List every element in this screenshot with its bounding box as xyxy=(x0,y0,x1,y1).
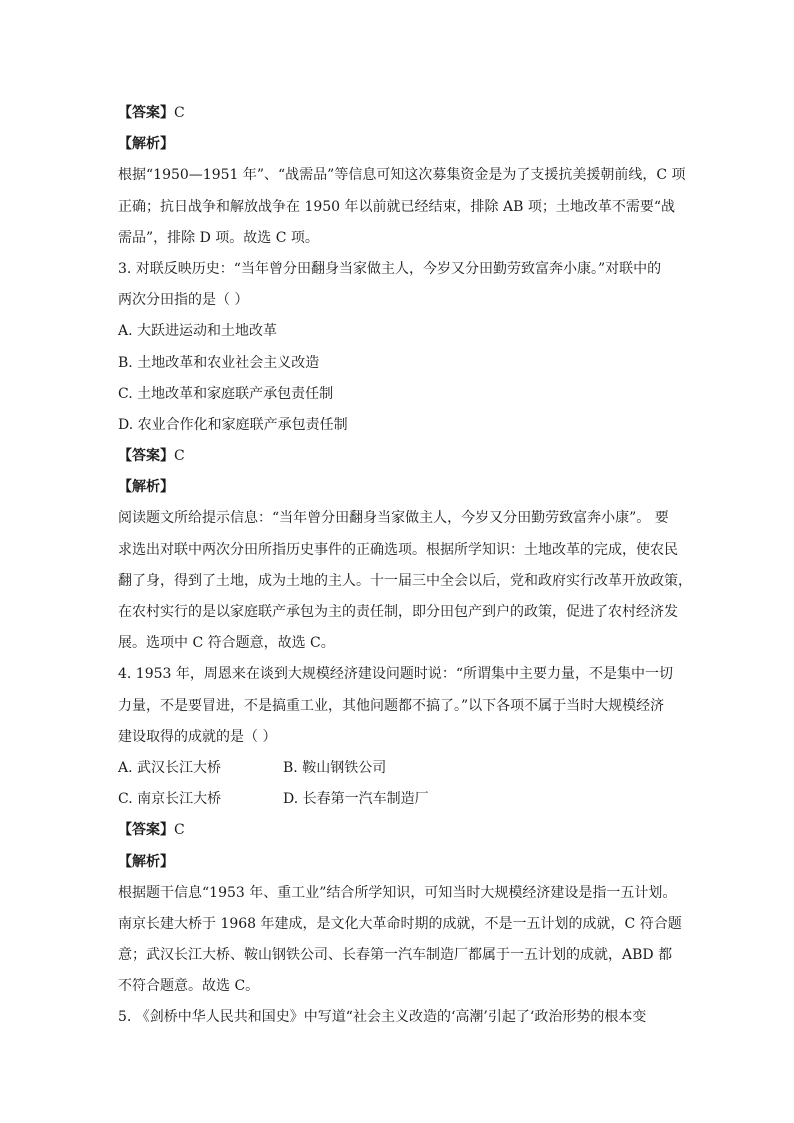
answer-value: C xyxy=(174,448,185,465)
question-4-stem: 4. 1953 年，周恩来在谈到大规模经济建设问题时说：“所谓集中主要力量，不是集中一切 xyxy=(118,666,674,683)
analysis-text-line: 不符合题意。故选 C。 xyxy=(118,978,260,995)
question-3-stem: 两次分田指的是（ ） xyxy=(118,292,249,309)
question-4-option-b: B. 鞍山钢铁公司 xyxy=(283,759,387,776)
question-4-option-row xyxy=(118,753,674,784)
question-4-option-d: D. 长春第一汽车制造厂 xyxy=(283,791,429,808)
question-4-option-c: C. 南京长江大桥 xyxy=(118,791,222,808)
answer-line xyxy=(118,441,674,472)
answer-value: C xyxy=(174,822,185,839)
answer-line xyxy=(118,98,674,129)
question-4-option-row xyxy=(118,784,674,815)
question-3-option-c: C. 土地改革和家庭联产承包责任制 xyxy=(118,385,334,402)
answer-label: 【答案】 xyxy=(118,105,174,121)
question-5-stem: 5. 《剑桥中华人民共和国史》中写道“社会主义改造的‘高潮’引起了‘政治形势的根本变 xyxy=(118,1009,647,1026)
analysis-text-line: 在农村实行的是以家庭联产承包为主的责任制，即分田包产到户的政策，促进了农村经济发 xyxy=(118,604,678,620)
question-3-stem: 3. 对联反映历史：“当年曾分田翻身当家做主人，今岁又分田勤劳致富奔小康。”对联中的 xyxy=(118,260,662,277)
analysis-text-line: 阅读题文所给提示信息：“当年曾分田翻身当家做主人，今岁又分田勤劳致富奔小康”。 要 xyxy=(118,510,669,527)
analysis-label: 【解析】 xyxy=(118,136,174,153)
analysis-text-line: 翻了身，得到了土地，成为土地的主人。十一届三中全会以后，党和政府实行改革开放政策， xyxy=(118,572,692,589)
analysis-text-line: 正确；抗日战争和解放战争在 1950 年以前就已经结束，排除 AB 项；土地改革不需要“战 xyxy=(118,198,675,215)
analysis-text-line: 根据“1950—1951 年”、“战需品”等信息可知这次募集资金是为了支援抗美援朝前线，C 项 xyxy=(118,167,686,184)
question-4-stem: 建设取得的成就的是（ ） xyxy=(118,728,277,745)
analysis-heading xyxy=(118,847,674,878)
question-4-option-a: A. 武汉长江大桥 xyxy=(118,759,222,776)
analysis-text-line: 需品”，排除 D 项。故选 C 项。 xyxy=(118,229,319,246)
analysis-text-line: 展。选项中 C 符合题意，故选 C。 xyxy=(118,635,335,652)
analysis-label: 【解析】 xyxy=(118,479,174,496)
document-page xyxy=(118,98,692,1034)
analysis-heading xyxy=(118,472,674,503)
question-4-stem: 力量，不是要冒进，不是搞重工业，其他问题都不搞了。”以下各项不属于当时大规模经济 xyxy=(118,697,665,714)
answer-value: C xyxy=(174,105,185,121)
question-3-option-d: D. 农业合作化和家庭联产承包责任制 xyxy=(118,416,348,433)
answer-line xyxy=(118,815,674,846)
analysis-text-line: 根据题干信息“1953 年、重工业”结合所学知识，可知当时大规模经济建设是指一五计划。 xyxy=(118,884,677,901)
analysis-heading xyxy=(118,129,674,160)
question-3-option-a: A. 大跃进运动和土地改革 xyxy=(118,323,278,340)
analysis-text-line: 南京长建大桥于 1968 年建成，是文化大革命时期的成就，不是一五计划的成就，C 符合题 xyxy=(118,915,682,932)
analysis-text-line: 求选出对联中两次分田所指历史事件的正确选项。根据所学知识：土地改革的完成，使农民 xyxy=(118,541,678,558)
question-3-option-b: B. 土地改革和农业社会主义改造 xyxy=(118,354,320,371)
analysis-text-line: 意；武汉长江大桥、鞍山钢铁公司、长春第一汽车制造厂都属于一五计划的成就，ABD 都 xyxy=(118,947,673,964)
answer-label: 【答案】 xyxy=(118,448,174,465)
answer-label: 【答案】 xyxy=(118,822,174,839)
analysis-label: 【解析】 xyxy=(118,853,174,870)
